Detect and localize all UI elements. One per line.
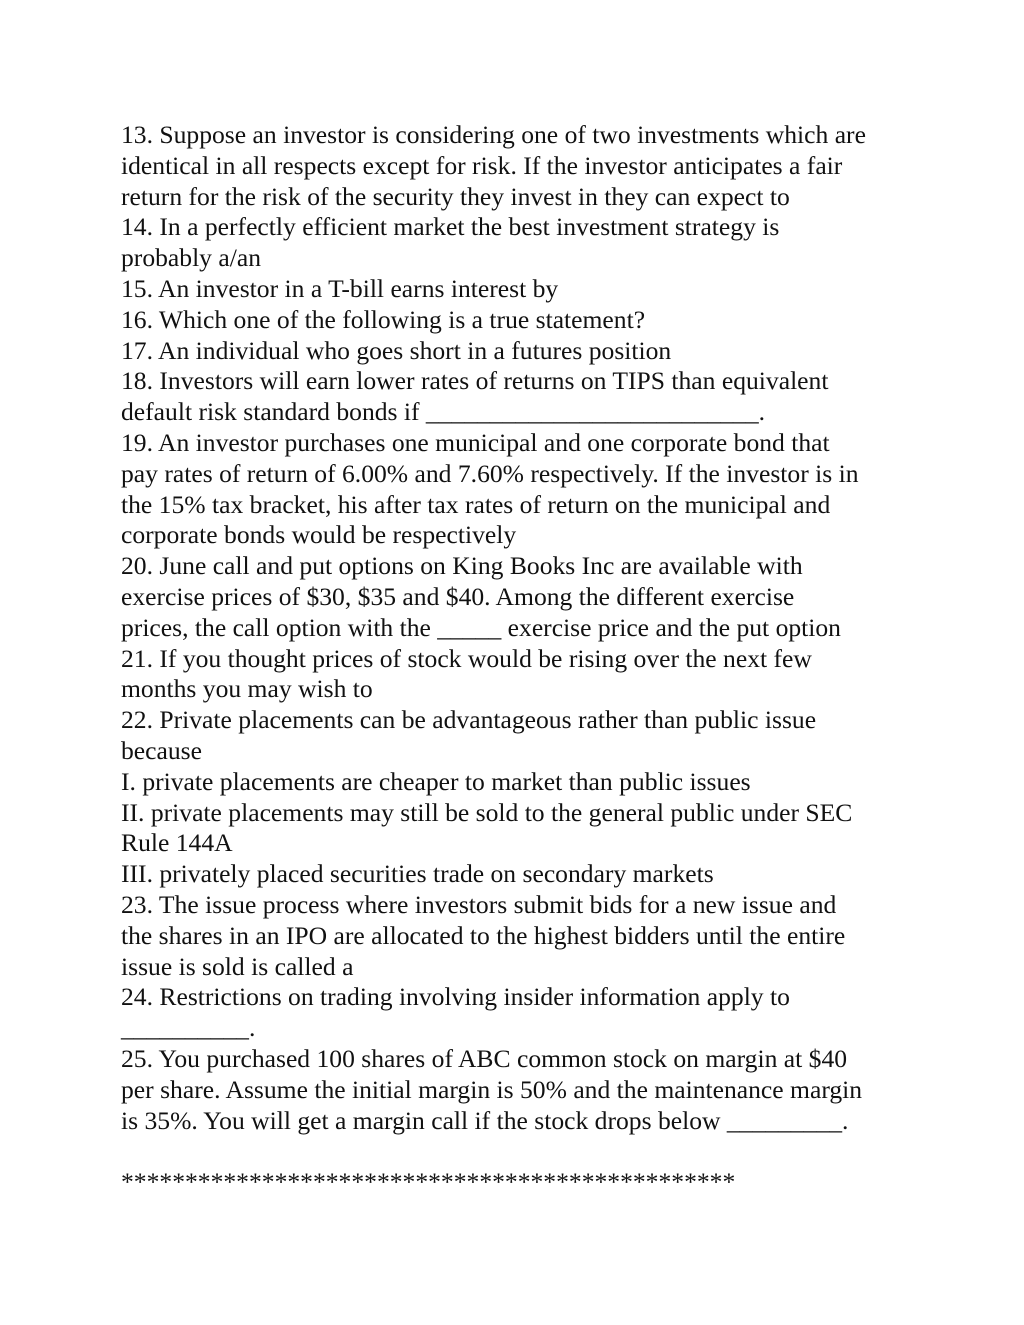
text-line: 16. Which one of the following is a true statement? <box>121 304 646 334</box>
text-line: 22. Private placements can be advantageous rather than public issue <box>121 705 817 735</box>
text-line: III. privately placed securities trade on secondary markets <box>121 859 714 889</box>
text-line: 18. Investors will earn lower rates of returns on TIPS than equivalent <box>121 366 829 396</box>
text-line: prices, the call option with the _____ exercise price and the put option <box>121 612 841 642</box>
text-line: 17. An individual who goes short in a futures position <box>121 335 672 365</box>
text-line: 15. An investor in a T-bill earns interest by <box>121 273 559 303</box>
text-line: 24. Restrictions on trading involving insider information apply to <box>121 982 790 1012</box>
text-line: 23. The issue process where investors submit bids for a new issue and <box>121 889 837 919</box>
text-line: is 35%. You will get a margin call if the stock drops below _________. <box>121 1105 849 1135</box>
text-line: the 15% tax bracket, his after tax rates of return on the municipal and <box>121 489 831 519</box>
text-line: the shares in an IPO are allocated to the highest bidders until the entire <box>121 920 846 950</box>
text-line: per share. Assume the initial margin is 50% and the maintenance margin <box>121 1074 863 1104</box>
text-line: identical in all respects except for risk. If the investor anticipates a fair <box>121 150 843 180</box>
text-line: __________. <box>121 1013 256 1043</box>
blank-line <box>121 1136 911 1167</box>
text-line: default risk standard bonds if __________________________. <box>121 397 766 427</box>
separator-line: ************************************************ <box>121 1167 736 1197</box>
text-line: corporate bonds would be respectively <box>121 520 517 550</box>
text-line: 14. In a perfectly efficient market the best investment strategy is <box>121 212 780 242</box>
text-line: I. private placements are cheaper to market than public issues <box>121 766 751 796</box>
text-line: return for the risk of the security they invest in they can expect to <box>121 181 790 211</box>
text-line: 20. June call and put options on King Books Inc are available with <box>121 551 803 581</box>
text-line: issue is sold is called a <box>121 951 354 981</box>
text-line: II. private placements may still be sold to the general public under SEC <box>121 797 853 827</box>
text-line: 21. If you thought prices of stock would be rising over the next few <box>121 643 812 673</box>
text-line: 19. An investor purchases one municipal and one corporate bond that <box>121 427 830 457</box>
text-line: probably a/an <box>121 243 262 273</box>
text-line: exercise prices of $30, $35 and $40. Among the different exercise <box>121 581 795 611</box>
document-page <box>121 120 911 1198</box>
text-line: 25. You purchased 100 shares of ABC common stock on margin at $40 <box>121 1043 848 1073</box>
text-line: months you may wish to <box>121 674 373 704</box>
text-line: 13. Suppose an investor is considering one of two investments which are <box>121 120 866 149</box>
text-line: because <box>121 735 202 765</box>
text-line: Rule 144A <box>121 828 233 858</box>
text-line: pay rates of return of 6.00% and 7.60% respectively. If the investor is in <box>121 458 859 488</box>
